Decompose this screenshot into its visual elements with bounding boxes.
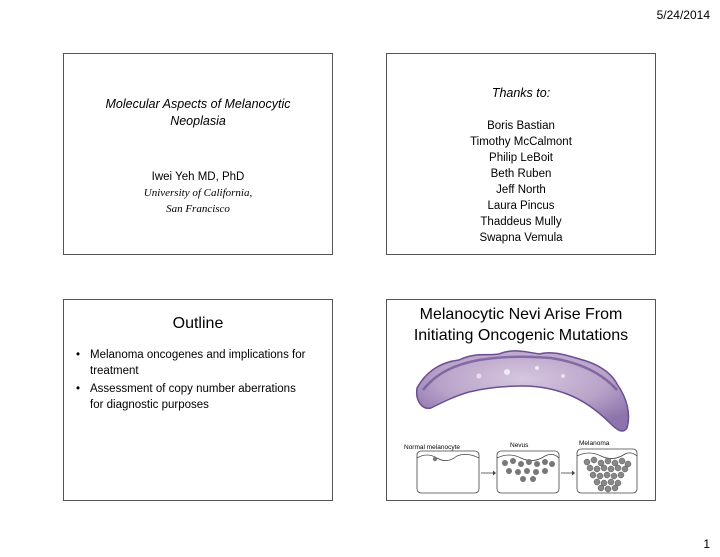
figure-label-normal: Normal melanocyte <box>404 444 460 451</box>
slide-outline <box>63 299 333 501</box>
outline-bullet <box>76 347 318 379</box>
bullet-line: for diagnostic purposes <box>90 399 209 411</box>
date-header: 5/24/2014 <box>656 8 710 22</box>
acknowledged-name: Philip LeBoit <box>489 152 553 164</box>
bullet-line: Melanoma oncogenes and implications for <box>90 349 306 361</box>
acknowledged-name: Beth Ruben <box>490 168 552 180</box>
slide-acknowledgements <box>386 53 656 255</box>
affiliation-line: San Francisco <box>166 202 230 215</box>
bullet-line: Assessment of copy number aberrations <box>90 383 296 395</box>
bullet-icon: • <box>76 349 81 361</box>
title-line: Melanocytic Nevi Arise From <box>419 306 623 323</box>
outline-bullet-list <box>76 347 318 415</box>
slide-title <box>63 53 333 255</box>
bullet-icon: • <box>76 383 81 395</box>
acknowledged-name: Laura Pincus <box>487 200 555 212</box>
figure-label-nevus: Nevus <box>510 442 529 449</box>
histology-section-image <box>417 351 629 431</box>
acknowledgements-heading: Thanks to: <box>491 86 551 100</box>
progression-arrow-icon <box>561 471 575 476</box>
acknowledged-name: Jeff North <box>496 184 546 196</box>
outline-title: Outline <box>172 315 224 332</box>
outline-bullet <box>76 381 318 413</box>
acknowledgements-list <box>387 118 655 246</box>
affiliation-line: University of California, <box>143 187 253 199</box>
author-name: Iwei Yeh MD, PhD <box>151 171 245 183</box>
melanoma-diagram <box>577 449 637 493</box>
title-line: Molecular Aspects of Melanocytic <box>105 97 291 111</box>
title-line: Initiating Oncogenic Mutations <box>413 327 629 344</box>
page-number: 1 <box>703 537 710 551</box>
progression-arrow-icon <box>481 471 496 476</box>
acknowledged-name: Timothy McCalmont <box>470 136 572 148</box>
acknowledged-name: Thaddeus Mully <box>480 216 562 228</box>
melanocytic-progression-figure <box>387 348 655 500</box>
affiliation <box>64 186 332 218</box>
bullet-line: treatment <box>90 365 139 377</box>
acknowledged-name: Swapna Vemula <box>479 232 563 244</box>
presentation-title <box>64 96 332 130</box>
figure-label-melanoma: Melanoma <box>579 440 610 447</box>
slide-nevi-mutations <box>386 299 656 501</box>
acknowledged-name: Boris Bastian <box>487 120 555 132</box>
normal-melanocyte-diagram <box>417 451 479 493</box>
nevi-slide-title <box>387 304 655 346</box>
nevus-diagram <box>497 451 559 493</box>
title-line: Neoplasia <box>170 113 226 128</box>
